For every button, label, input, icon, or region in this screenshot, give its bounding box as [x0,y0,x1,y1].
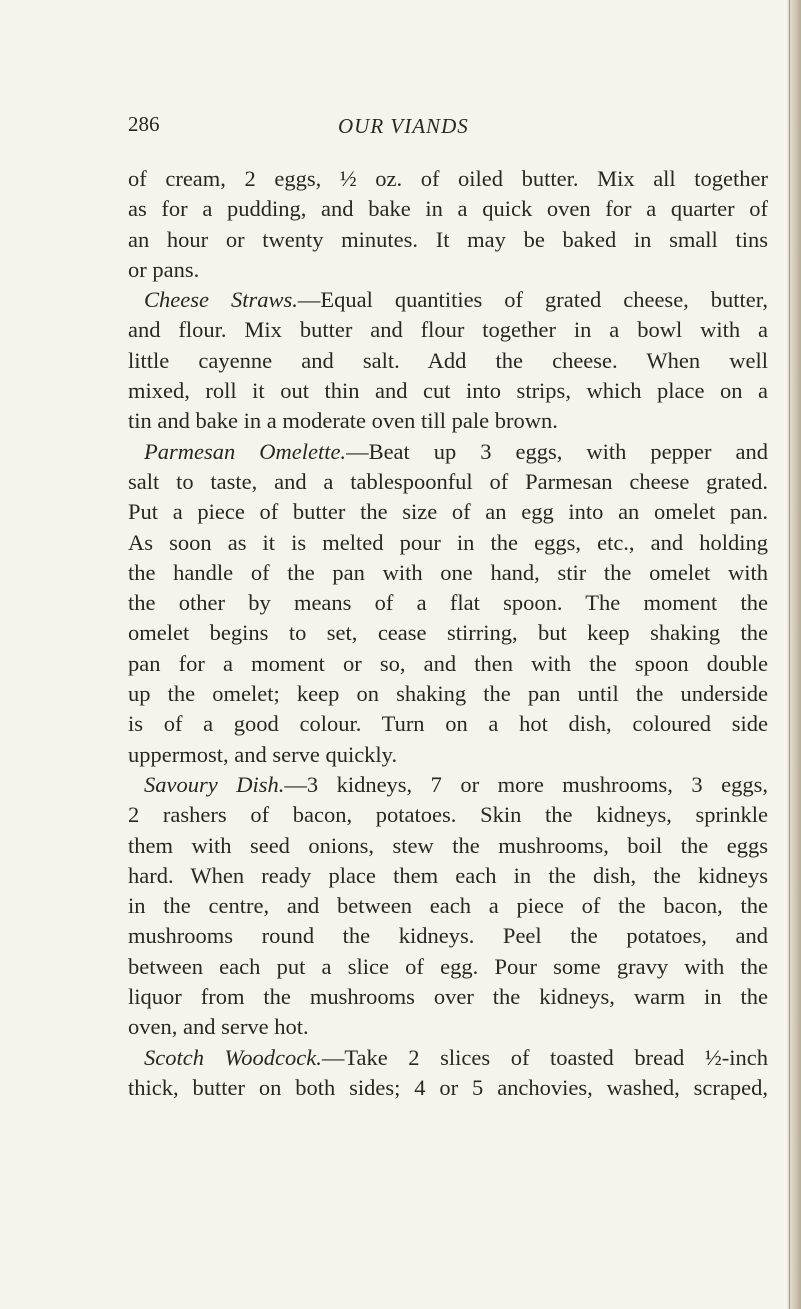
line-text: 2 rashers of bacon, potatoes. Skin the kidneys, sprinkle [128,802,768,828]
line-text: pan for a moment or so, and then with the spoon double [128,650,768,676]
recipe-heading-line [128,437,768,467]
line-text: salt to taste, and a tablespoonful of Parmesan cheese grated. [128,468,768,494]
line-text: mushrooms round the kidneys. Peel the potatoes, and [128,923,768,949]
line-text: the other by means of a flat spoon. The moment the [128,590,768,616]
recipe-title-scotch-woodcock: Scotch Woodcock. [144,1044,322,1070]
text-line [128,164,768,194]
text-line [128,861,768,891]
line-text: As soon as it is melted pour in the eggs, etc., and holding [128,529,768,555]
recipe-heading-line [128,285,768,315]
text-line [128,921,768,951]
recipe-title-parmesan-omelette: Parmesan Omelette. [144,438,347,464]
text-line [128,406,768,436]
text-line [128,528,768,558]
text-line [128,497,768,527]
text-line [128,376,768,406]
line-text: of cream, 2 eggs, ½ oz. of oiled butter. Mix all together [128,166,768,191]
line-text: thick, butter on both sides; 4 or 5 anchovies, washed, scraped, [128,1074,768,1100]
text-line [128,315,768,345]
line-text: and flour. Mix butter and flour together in a bowl with a [128,317,768,343]
text-line [128,558,768,588]
recipe-heading-line [128,770,768,800]
line-text: Put a piece of butter the size of an egg into an omelet pan. [128,499,768,525]
page-number: 286 [128,112,160,136]
page-edge [787,0,801,1309]
text-line [128,588,768,618]
text-line [128,346,768,376]
line-text: —3 kidneys, 7 or more mushrooms, 3 eggs, [284,771,768,797]
line-text: mixed, roll it out thin and cut into strips, which place on a [128,378,768,404]
line-text: oven, and serve hot. [128,1014,309,1040]
text-line [128,679,768,709]
line-text: is of a good colour. Turn on a hot dish, coloured side [128,711,768,737]
line-text: in the centre, and between each a piece of the bacon, the [128,893,768,919]
text-line [128,891,768,921]
running-title: OUR VIANDS [338,114,469,138]
text-line [128,649,768,679]
line-text: or pans. [128,256,200,282]
line-text: up the omelet; keep on shaking the pan until the underside [128,681,768,707]
text-line [128,952,768,982]
line-text: —Equal quantities of grated cheese, butter, [297,287,768,313]
line-text: —Beat up 3 eggs, with pepper and [346,438,768,464]
text-line [128,740,768,770]
line-text: omelet begins to set, cease stirring, but keep shaking the [128,620,768,646]
line-text: as for a pudding, and bake in a quick oven for a quarter of [128,196,768,222]
text-line [128,1012,768,1042]
text-line [128,467,768,497]
line-text: hard. When ready place them each in the dish, the kidneys [128,862,768,888]
text-line [128,831,768,861]
line-text: tin and bake in a moderate oven till pale brown. [128,408,558,434]
text-line [128,982,768,1012]
line-text: between each put a slice of egg. Pour some gravy with the [128,953,768,979]
text-line [128,618,768,648]
line-text: little cayenne and salt. Add the cheese. When well [128,347,768,373]
text-line [128,194,768,224]
line-text: the handle of the pan with one hand, stir the omelet with [128,559,768,585]
line-text: uppermost, and serve quickly. [128,741,398,767]
line-text: liquor from the mushrooms over the kidneys, warm in the [128,984,768,1010]
line-text: —Take 2 slices of toasted bread ½-inch [321,1044,768,1070]
recipe-title-cheese-straws: Cheese Straws. [144,287,298,313]
text-line [128,1073,768,1103]
text-line [128,255,768,285]
recipe-title-savoury-dish: Savoury Dish. [144,771,285,797]
text-line [128,800,768,830]
recipe-heading-line [128,1043,768,1073]
line-text: an hour or twenty minutes. It may be baked in small tins [128,226,768,252]
body-text [128,164,768,1103]
text-line [128,225,768,255]
text-line [128,709,768,739]
line-text: them with seed onions, stew the mushrooms, boil the eggs [128,832,768,858]
running-head [128,112,768,146]
